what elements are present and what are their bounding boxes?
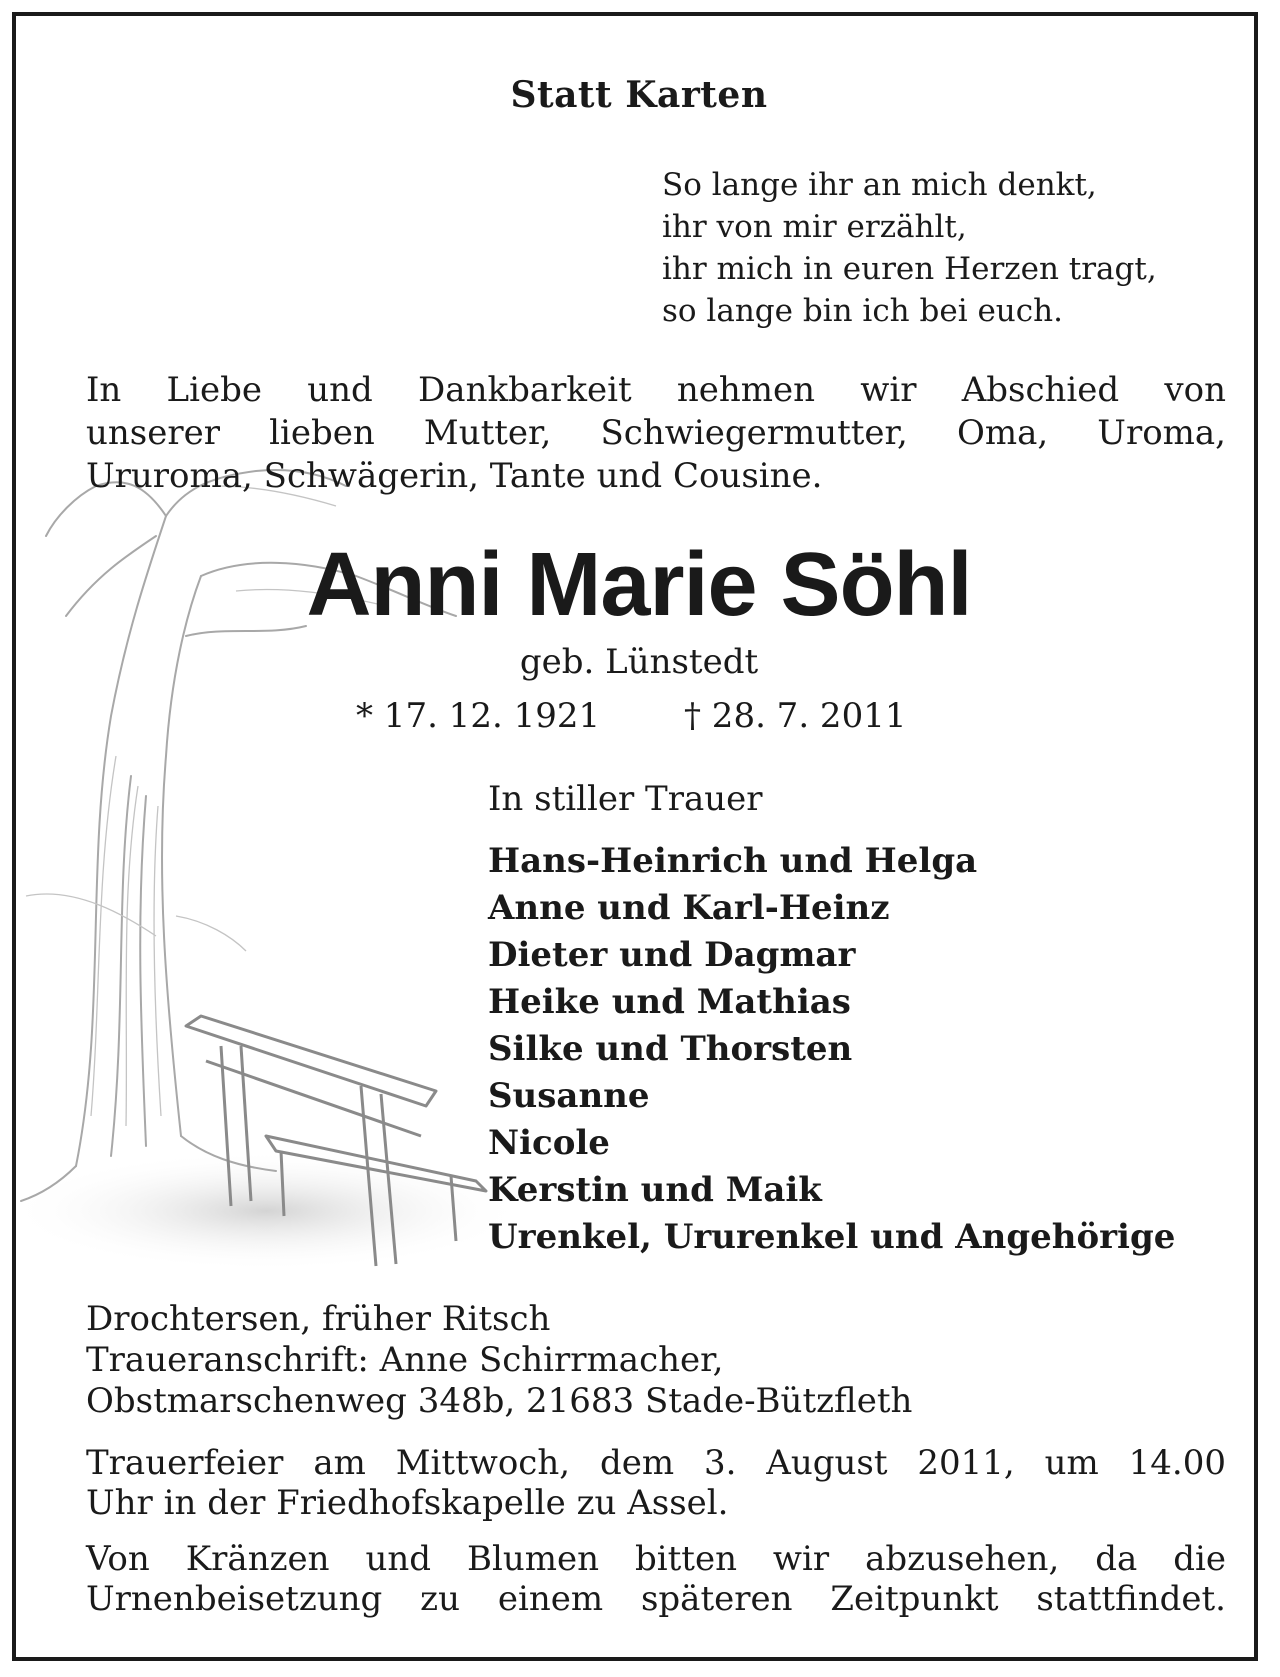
mourning-address xyxy=(86,1299,912,1422)
notice-heading: Statt Karten xyxy=(510,74,768,116)
poem-line: so lange bin ich bei euch. xyxy=(662,293,1063,329)
address-line: Traueranschrift: Anne Schirrmacher, xyxy=(86,1340,724,1380)
mourner-entry: Silke und Thorsten xyxy=(488,1029,853,1069)
service-line: Uhr in der Friedhofskapelle zu Assel. xyxy=(86,1483,729,1523)
service-line: Trauerfeier am Mittwoch, dem 3. August 2011, um 14.00 xyxy=(86,1443,1226,1483)
note-line: Von Kränzen und Blumen bitten wir abzusehen, da die xyxy=(86,1539,1226,1579)
poem-line: So lange ihr an mich denkt, xyxy=(662,167,1097,203)
mourner-entry: Nicole xyxy=(488,1123,610,1163)
funeral-service-info xyxy=(86,1443,1226,1523)
mourner-entry: Urenkel, Ururenkel und Angehörige xyxy=(488,1217,1176,1257)
intro-paragraph xyxy=(86,369,1226,498)
mourner-entry: Kerstin und Maik xyxy=(488,1170,822,1210)
poem-line: ihr von mir erzählt, xyxy=(662,209,967,245)
address-line: Obstmarschenweg 348b, 21683 Stade-Bützfleth xyxy=(86,1381,913,1421)
death-date: † 28. 7. 2011 xyxy=(684,696,907,736)
note-line: Urnenbeisetzung zu einem späteren Zeitpunkt stattfindet. xyxy=(86,1579,1226,1619)
deceased-name: Anni Marie Söhl xyxy=(306,535,972,635)
poem-line: ihr mich in euren Herzen tragt, xyxy=(662,251,1157,287)
intro-line: In Liebe und Dankbarkeit nehmen wir Abschied von xyxy=(86,370,1226,410)
mourner-entry: Heike und Mathias xyxy=(488,982,851,1022)
birth-name: geb. Lünstedt xyxy=(519,642,759,682)
mourner-entry: Dieter und Dagmar xyxy=(488,935,856,975)
intro-line: unserer lieben Mutter, Schwiegermutter, Oma, Uroma, xyxy=(86,413,1226,453)
obituary-notice xyxy=(12,12,1258,1661)
mourner-entry: Anne und Karl-Heinz xyxy=(488,888,890,928)
mourners-list xyxy=(488,838,1175,1261)
mourners-label: In stiller Trauer xyxy=(488,779,763,819)
intro-line: Ururoma, Schwägerin, Tante und Cousine. xyxy=(86,456,823,496)
mourner-entry: Hans-Heinrich und Helga xyxy=(488,841,978,881)
flowers-note xyxy=(86,1539,1226,1619)
birth-date: * 17. 12. 1921 xyxy=(356,696,601,736)
address-line: Drochtersen, früher Ritsch xyxy=(86,1299,551,1339)
mourner-entry: Susanne xyxy=(488,1076,650,1116)
memorial-poem xyxy=(662,164,1157,332)
